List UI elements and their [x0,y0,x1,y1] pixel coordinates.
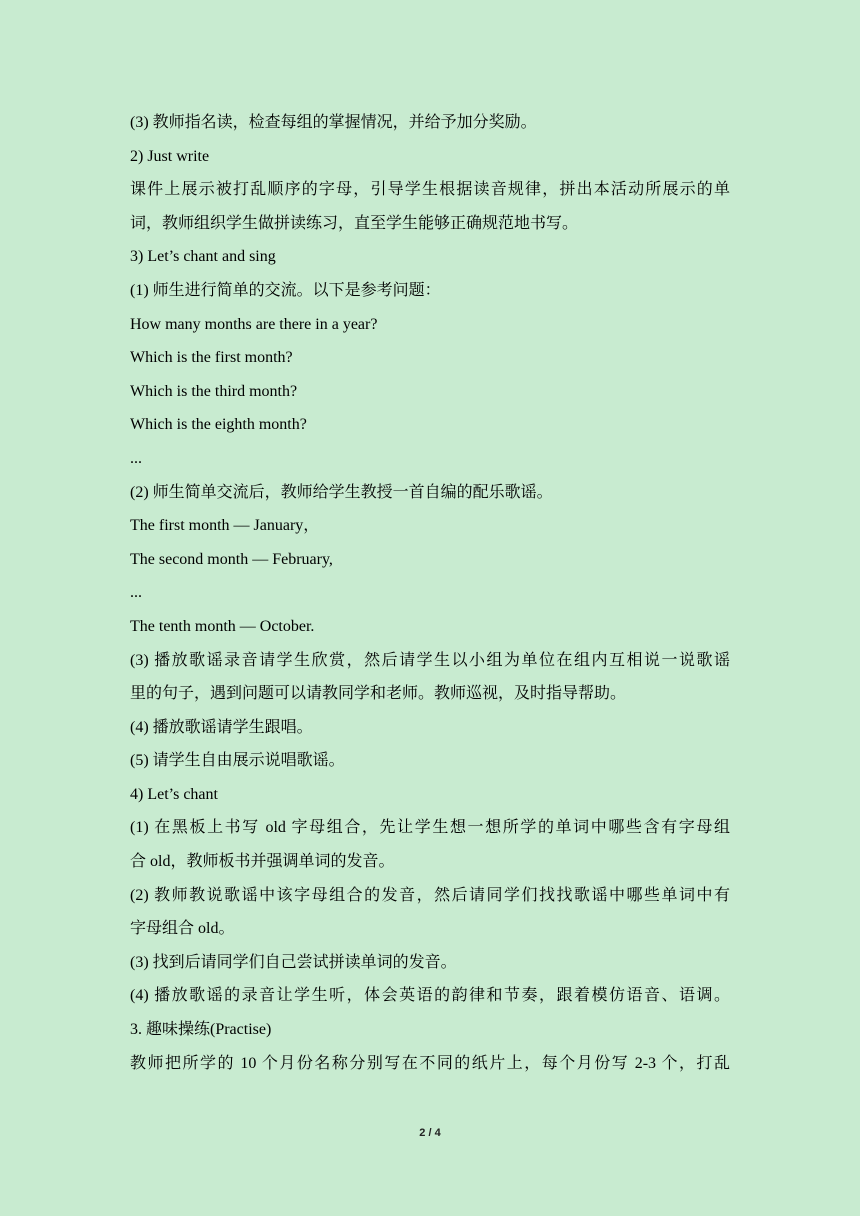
text-line: (1) 师生进行简单的交流。以下是参考问题： [130,281,441,299]
text-line: 课件上展示被打乱顺序的字母，引导学生根据读音规律，拼出本活动所展示的单 [130,181,730,199]
section-heading: 2) Just write [130,147,210,165]
text-line: The tenth month — October. [130,617,315,635]
section-heading: 3. 趣味操练(Practise) [130,1021,272,1039]
text-line: 里的句子，遇到问题可以请教同学和老师。教师巡视，及时指导帮助。 [130,685,627,703]
text-line: Which is the third month? [130,382,298,400]
text-line: ... [130,449,142,467]
document-body [130,106,730,1080]
text-line: (5) 请学生自由展示说唱歌谣。 [130,752,345,770]
text-line: (4) 播放歌谣请学生跟唱。 [130,718,313,736]
section-heading: 4) Let’s chant [130,785,218,803]
text-line: (2) 教师教说歌谣中该字母组合的发音，然后请同学们找找歌谣中哪些单词中有 [130,886,730,904]
text-line: 字母组合 old。 [130,920,235,938]
text-line: The second month — February, [130,550,333,568]
text-line: (1) 在黑板上书写 old 字母组合，先让学生想一想所学的单词中哪些含有字母组 [130,819,730,837]
text-line: Which is the first month? [130,349,293,367]
text-line: The first month — January， [130,517,320,535]
text-line: Which is the eighth month? [130,416,307,434]
text-line: How many months are there in a year? [130,315,378,333]
text-line: (3) 播放歌谣录音请学生欣赏，然后请学生以小组为单位在组内互相说一说歌谣 [130,651,730,669]
text-line: 教师把所学的 10 个月份名称分别写在不同的纸片上，每个月份写 2-3 个，打乱 [130,1054,730,1072]
text-line: (2) 师生简单交流后，教师给学生教授一首自编的配乐歌谣。 [130,483,553,501]
text-line: (3) 教师指名读，检查每组的掌握情况，并给予加分奖励。 [130,114,537,131]
text-line: ... [130,584,142,602]
text-line: 词，教师组织学生做拼读练习，直至学生能够正确规范地书写。 [130,214,579,232]
text-line: (3) 找到后请同学们自己尝试拼读单词的发音。 [130,953,457,971]
page-number: 2 / 4 [419,1127,441,1139]
text-line: (4) 播放歌谣的录音让学生听，体会英语的韵律和节奏，跟着模仿语音、语调。 [130,987,730,1005]
text-line: 合 old，教师板书并强调单词的发音。 [130,853,395,871]
section-heading: 3) Let’s chant and sing [130,248,276,266]
